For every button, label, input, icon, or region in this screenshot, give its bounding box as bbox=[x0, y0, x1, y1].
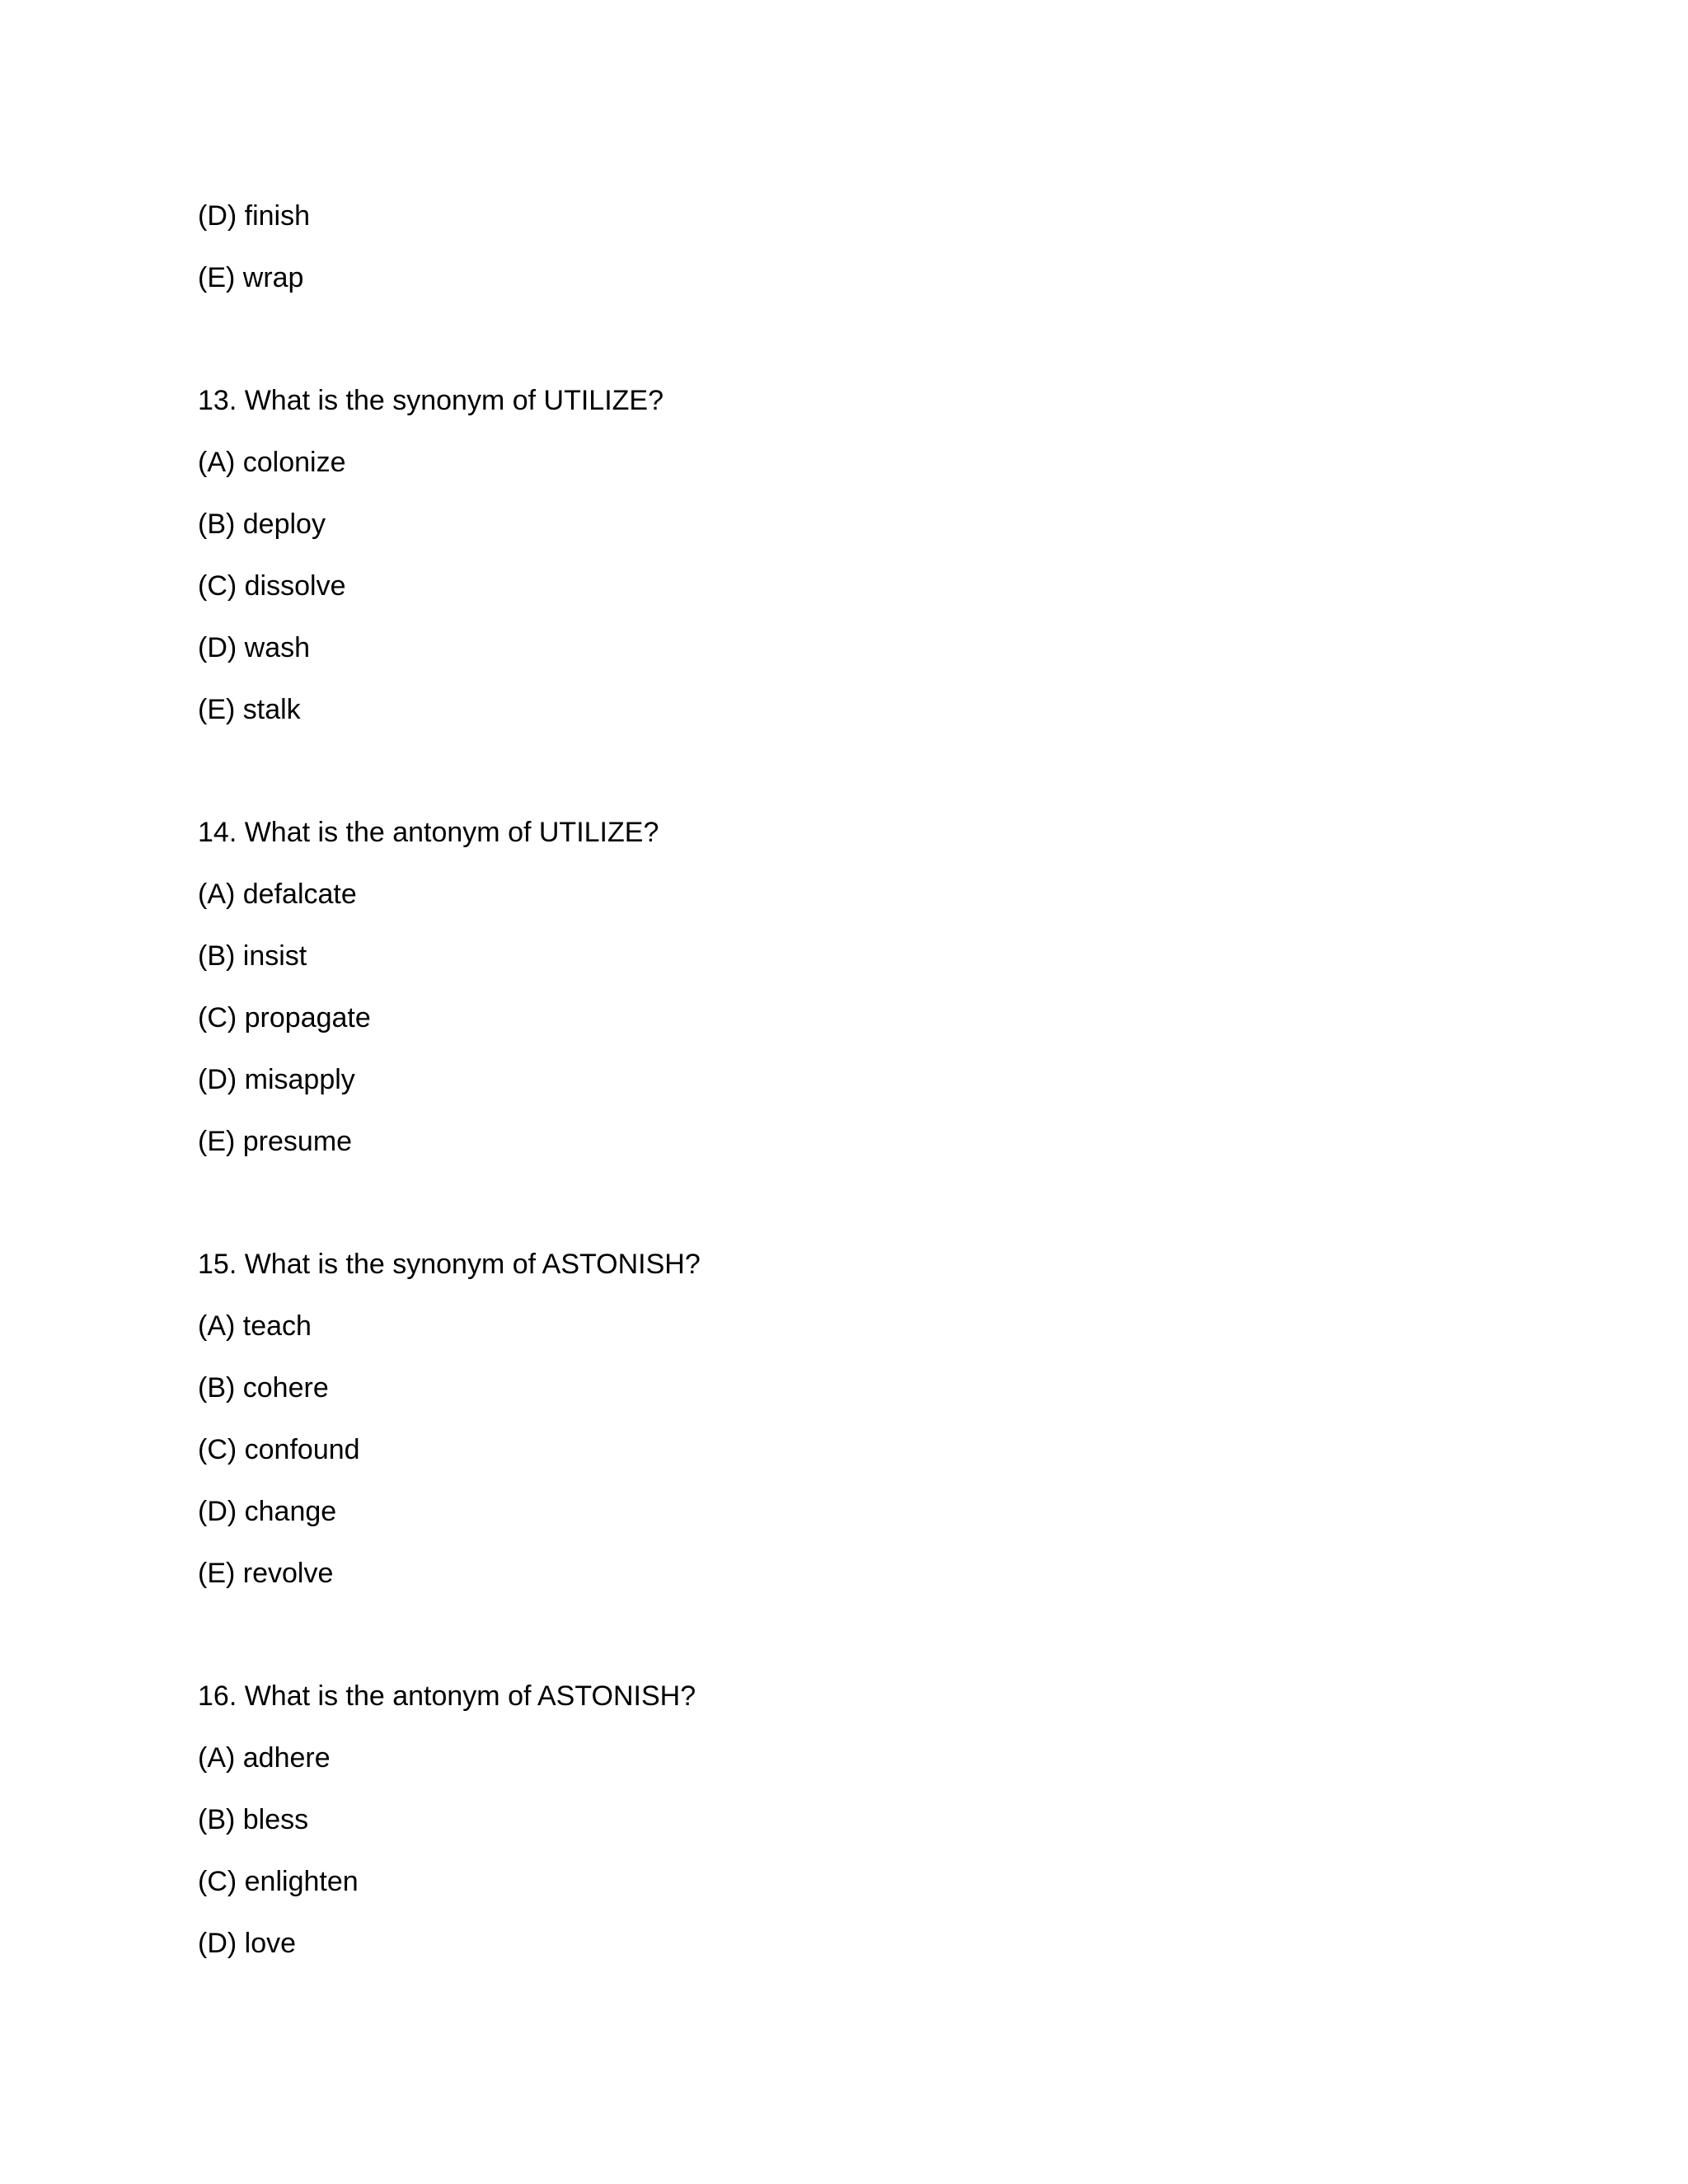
question-15-prompt: 15. What is the synonym of ASTONISH? bbox=[198, 1249, 701, 1280]
question-14-option-a: (A) defalcate bbox=[198, 879, 357, 910]
question-16-option-b: (B) bless bbox=[198, 1804, 309, 1835]
question-16-option-d: (D) love bbox=[198, 1928, 297, 1959]
question-14-option-c: (C) propagate bbox=[198, 1002, 371, 1033]
question-14-option-d: (D) misapply bbox=[198, 1064, 355, 1095]
question-14-option-b: (B) insist bbox=[198, 940, 307, 972]
question-14-prompt: 14. What is the antonym of UTILIZE? bbox=[198, 817, 659, 848]
question-13-option-d: (D) wash bbox=[198, 632, 311, 663]
question-15-option-a: (A) teach bbox=[198, 1310, 312, 1342]
question-16-option-a: (A) adhere bbox=[198, 1742, 331, 1774]
question-13-option-c: (C) dissolve bbox=[198, 570, 346, 602]
question-15-option-e: (E) revolve bbox=[198, 1558, 334, 1589]
question-14-option-e: (E) presume bbox=[198, 1126, 353, 1157]
carryover-option-e: (E) wrap bbox=[198, 262, 304, 293]
question-16-prompt: 16. What is the antonym of ASTONISH? bbox=[198, 1680, 696, 1712]
question-13-option-a: (A) colonize bbox=[198, 447, 346, 478]
question-15-option-c: (C) confound bbox=[198, 1434, 360, 1465]
question-13-option-b: (B) deploy bbox=[198, 509, 326, 540]
question-13-option-e: (E) stalk bbox=[198, 694, 301, 725]
question-13-prompt: 13. What is the synonym of UTILIZE? bbox=[198, 385, 664, 416]
question-15-option-b: (B) cohere bbox=[198, 1372, 329, 1404]
carryover-option-d: (D) finish bbox=[198, 200, 311, 232]
question-15-option-d: (D) change bbox=[198, 1496, 337, 1527]
question-16-option-c: (C) enlighten bbox=[198, 1866, 359, 1897]
